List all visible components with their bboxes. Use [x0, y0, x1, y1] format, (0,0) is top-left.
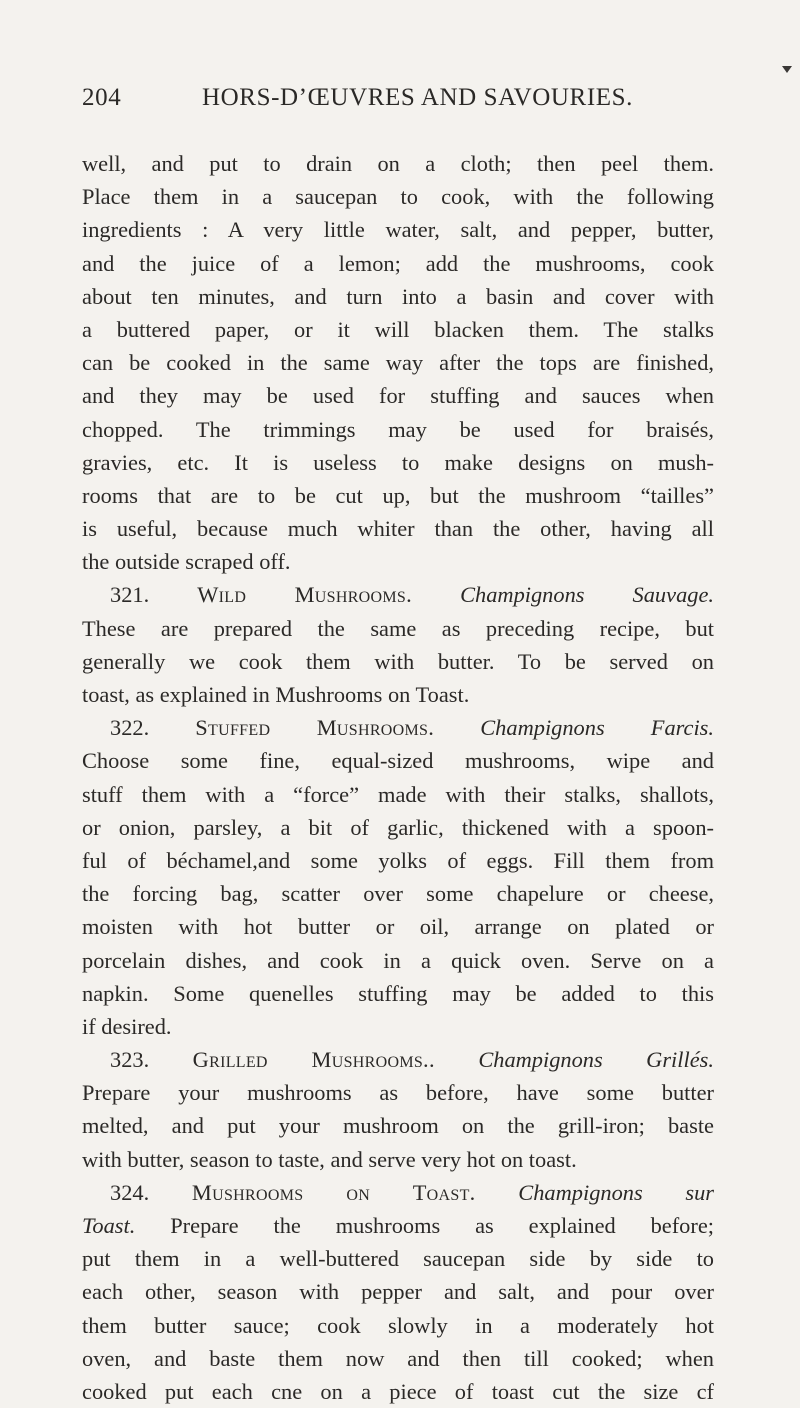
french-title: Toast. [82, 1213, 136, 1238]
text-segment: chopped. The trimmings may be used for braisés, [82, 416, 714, 442]
text-segment: is useful, because much whiter than the other, having all [82, 516, 714, 542]
text-line [82, 910, 714, 943]
text-line [82, 1309, 714, 1342]
text-segment: can be cooked in the same way after the tops are finished, [82, 350, 714, 376]
text-segment: if desired. [82, 1013, 172, 1039]
text-segment: cooked put each cne on a piece of toast cut the size cf [82, 1378, 714, 1404]
french-title: Champignons Farcis. [480, 715, 714, 741]
text-segment: stuff them with a “force” made with their stalks, shallots, [82, 781, 714, 807]
text-segment: Place them in a saucepan to cook, with the following [82, 184, 714, 210]
recipe-heading-line [82, 711, 714, 744]
text-segment: toast, as explained in Mushrooms on Toast. [82, 682, 470, 707]
text-line [82, 346, 714, 379]
french-title: Champignons Sauvage. [460, 582, 714, 608]
text-line [82, 977, 714, 1010]
text-segment: Choose some fine, equal-sized mushrooms, wipe and [82, 748, 714, 774]
recipe-heading-line [82, 578, 714, 611]
text-line [82, 313, 714, 346]
recipe-title: Mushrooms on Toast. [191, 1179, 476, 1205]
text-line [82, 811, 714, 844]
text-segment: them butter sauce; cook slowly in a moderately hot [82, 1312, 714, 1338]
text-segment: the outside scraped off. [82, 549, 291, 575]
text-segment: the forcing bag, scatter over some chapelure or cheese, [82, 881, 714, 907]
text-line [82, 645, 714, 678]
text-segment: napkin. Some quenelles stuffing may be added to this [82, 980, 714, 1006]
recipe-text [82, 147, 714, 1408]
text-line [82, 479, 714, 512]
text-segment: ful of béchamel,and some yolks of eggs. Fill them from [82, 847, 714, 873]
text-segment [434, 715, 480, 740]
text-segment: put them in a well-buttered saucepan side by side to [82, 1246, 714, 1272]
text-segment: generally we cook them with butter. To be served on [82, 648, 714, 674]
text-line [82, 1010, 714, 1043]
text-segment: Prepare the mushrooms as explained before; [135, 1213, 714, 1238]
text-segment [412, 582, 460, 607]
text-line [82, 545, 714, 578]
text-line [82, 1275, 714, 1308]
recipe-title: Stuffed Mushrooms. [195, 715, 435, 741]
recipe-title: Wild Mushrooms. [197, 582, 413, 608]
text-segment: and they may be used for stuffing and sauces when [82, 383, 714, 409]
text-line [82, 180, 714, 213]
text-line [82, 280, 714, 313]
text-segment: about ten minutes, and turn into a basin and cover with [82, 283, 714, 309]
text-segment: melted, and put your mushroom on the grill-iron; baste [82, 1113, 714, 1139]
text-segment: with butter, season to taste, and serve very hot on toast. [82, 1146, 577, 1172]
text-segment: oven, and baste them now and then till cooked; when [82, 1345, 714, 1371]
text-line [82, 1143, 714, 1176]
text-line [82, 512, 714, 545]
text-line [82, 944, 714, 977]
text-line [82, 1076, 714, 1109]
text-segment [476, 1180, 519, 1205]
text-segment: each other, season with pepper and salt, and pour over [82, 1279, 714, 1305]
text-line [82, 1375, 714, 1408]
text-line [82, 1242, 714, 1275]
text-segment: porcelain dishes, and cook in a quick oven. Serve on a [82, 947, 714, 973]
text-segment: 321. [110, 582, 198, 608]
recipe-heading-line [82, 1176, 714, 1209]
text-line [82, 612, 714, 645]
recipe-heading-line [82, 1043, 714, 1076]
text-line [82, 147, 714, 180]
french-title: Champignons Grillés. [478, 1047, 714, 1073]
text-segment: 323. [110, 1047, 193, 1073]
text-segment: a buttered paper, or it will blacken them. The stalks [82, 316, 714, 342]
text-segment: rooms that are to be cut up, but the mushroom “tailles” [82, 482, 714, 508]
text-segment: Prepare your mushrooms as before, have some butter [82, 1080, 714, 1106]
running-head-title: HORS-D’ŒUVRES AND SAVOURIES. [202, 84, 633, 111]
text-line [82, 778, 714, 811]
text-line [82, 1109, 714, 1142]
text-segment: moisten with hot butter or oil, arrange on plated or [82, 914, 714, 940]
text-line [82, 744, 714, 777]
text-line [82, 413, 714, 446]
text-line [82, 877, 714, 910]
text-line [82, 1342, 714, 1375]
corner-mark-icon [782, 66, 792, 73]
french-title: Champignons sur [518, 1179, 715, 1205]
text-segment: These are prepared the same as preceding recipe, but [82, 615, 714, 641]
text-line [82, 844, 714, 877]
text-segment: gravies, etc. It is useless to make designs on mush- [82, 449, 714, 475]
text-line [82, 213, 714, 246]
text-line [82, 446, 714, 479]
recipe-title: Grilled Mushrooms.. [192, 1047, 435, 1073]
text-segment: well, and put to drain on a cloth; then peel them. [82, 151, 714, 176]
text-segment: and the juice of a lemon; add the mushrooms, cook [82, 250, 714, 276]
text-line [82, 247, 714, 280]
text-segment: ingredients : A very little water, salt, and pepper, butter, [82, 217, 714, 243]
page-number: 204 [82, 84, 122, 111]
text-segment: 324. [110, 1179, 192, 1205]
running-head [82, 84, 722, 118]
text-segment: or onion, parsley, a bit of garlic, thickened with a spoon- [82, 814, 714, 840]
text-line [82, 678, 714, 711]
text-line [82, 1209, 714, 1242]
text-segment [435, 1047, 478, 1072]
text-line [82, 379, 714, 412]
text-segment: 322. [110, 715, 196, 741]
